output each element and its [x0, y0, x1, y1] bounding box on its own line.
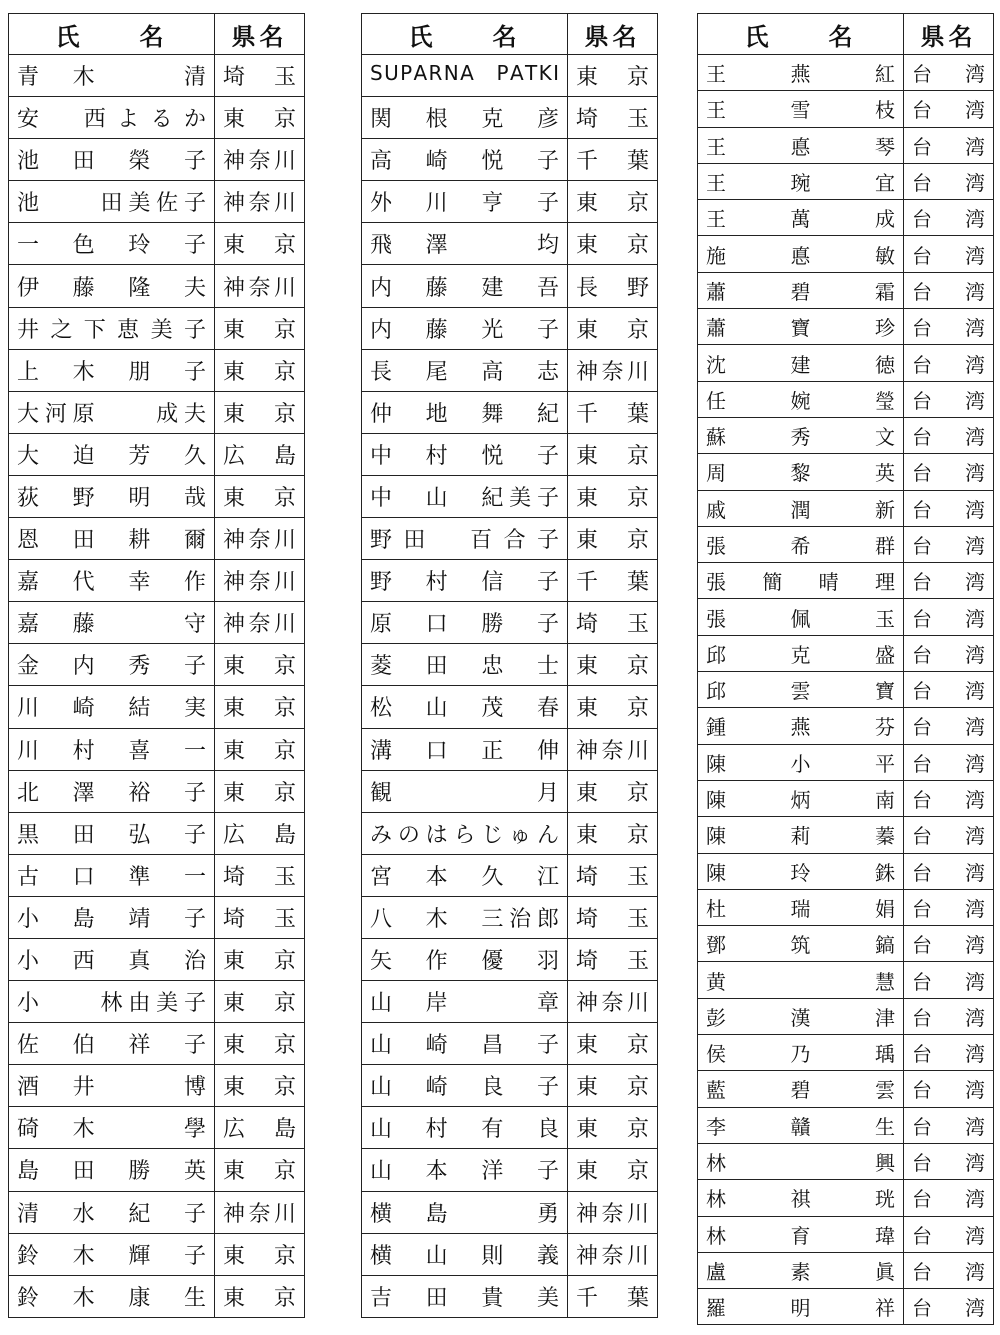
person-name: 菱 田 忠 士	[362, 644, 568, 686]
prefecture: 東 京	[215, 475, 305, 517]
prefecture: 神 奈 川	[215, 265, 305, 307]
table-row	[9, 223, 305, 265]
person-name: 矢 作 優 羽	[362, 938, 568, 980]
table-row	[9, 1065, 305, 1107]
person-name: 張 佩 玉	[698, 599, 904, 635]
table-row	[698, 889, 994, 925]
prefecture: 東 京	[215, 770, 305, 812]
person-name: 羅 明 祥	[698, 1289, 904, 1325]
person-name: 大 迫 芳 久	[9, 433, 215, 475]
prefecture: 東 京	[568, 518, 658, 560]
table-row	[362, 97, 658, 139]
person-name: 池 田 美 佐 子	[9, 181, 215, 223]
prefecture: 千 葉	[568, 1275, 658, 1317]
table-row	[698, 91, 994, 127]
table-row	[698, 526, 994, 562]
person-name: 原 口 勝 子	[362, 602, 568, 644]
person-name: 山 村 有 良	[362, 1107, 568, 1149]
prefecture: 東 京	[568, 181, 658, 223]
table-row	[362, 1233, 658, 1275]
prefecture: 台 湾	[904, 1107, 994, 1143]
person-name: 陳 小 平	[698, 744, 904, 780]
person-name: 邱 克 盛	[698, 635, 904, 671]
person-name: 小 島 靖 子	[9, 896, 215, 938]
table-row	[698, 309, 994, 345]
prefecture: 神 奈 川	[215, 139, 305, 181]
table-row	[9, 560, 305, 602]
header-row	[698, 14, 994, 55]
table-row	[362, 938, 658, 980]
prefecture: 台 湾	[904, 1035, 994, 1071]
table-row	[9, 602, 305, 644]
person-name: 蘇 秀 文	[698, 417, 904, 453]
prefecture: 台 湾	[904, 1180, 994, 1216]
person-name: 蕭 寶 珍	[698, 309, 904, 345]
person-name: 山 崎 良 子	[362, 1065, 568, 1107]
prefecture: 東 京	[568, 1149, 658, 1191]
prefecture: 長 野	[568, 265, 658, 307]
table-row	[698, 563, 994, 599]
person-name: 嘉 藤 守	[9, 602, 215, 644]
table-row	[698, 1143, 994, 1179]
person-name: 小 林 由 美 子	[9, 981, 215, 1023]
table-row	[362, 349, 658, 391]
prefecture: 埼 玉	[215, 55, 305, 97]
prefecture: 東 京	[215, 391, 305, 433]
person-name: 周 黎 英	[698, 454, 904, 490]
name-header: 氏 名	[698, 14, 904, 55]
table-row	[698, 853, 994, 889]
person-name: 王 萬 成	[698, 200, 904, 236]
person-name: 上 木 朋 子	[9, 349, 215, 391]
prefecture: 東 京	[568, 1065, 658, 1107]
prefecture: 台 湾	[904, 236, 994, 272]
person-name: 仲 地 舞 紀	[362, 391, 568, 433]
table-row	[698, 490, 994, 526]
prefecture: 東 京	[215, 1275, 305, 1317]
prefecture: 台 湾	[904, 272, 994, 308]
table-row	[9, 1275, 305, 1317]
person-name: 盧 素 眞	[698, 1252, 904, 1288]
table-row	[698, 817, 994, 853]
prefecture: 埼 玉	[568, 602, 658, 644]
prefecture: 神 奈 川	[568, 1191, 658, 1233]
prefecture: 台 湾	[904, 998, 994, 1034]
table-row	[698, 1289, 994, 1325]
prefecture: 台 湾	[904, 163, 994, 199]
prefecture: 千 葉	[568, 139, 658, 181]
roster-table-3	[697, 13, 994, 1325]
header-row	[362, 14, 658, 55]
prefecture: 台 湾	[904, 1071, 994, 1107]
prefecture: 台 湾	[904, 1216, 994, 1252]
table-row	[698, 127, 994, 163]
person-name: 吉 田 貴 美	[362, 1275, 568, 1317]
prefecture: 台 湾	[904, 780, 994, 816]
prefecture: 台 湾	[904, 454, 994, 490]
prefecture: 神 奈 川	[215, 518, 305, 560]
person-name: 島 田 勝 英	[9, 1149, 215, 1191]
person-name: 陳 玲 銖	[698, 853, 904, 889]
table-row	[362, 602, 658, 644]
prefecture: 東 京	[215, 686, 305, 728]
person-name: 恩 田 耕 爾	[9, 518, 215, 560]
person-name: 中 村 悦 子	[362, 433, 568, 475]
person-name: S U P A R N A P A T K I	[362, 55, 568, 97]
prefecture: 台 湾	[904, 526, 994, 562]
prefecture: 台 湾	[904, 417, 994, 453]
table-row	[362, 896, 658, 938]
person-name: 鄧 筑 鎬	[698, 926, 904, 962]
person-name: 邱 雲 寶	[698, 672, 904, 708]
person-name: 李 贛 生	[698, 1107, 904, 1143]
table-row	[9, 433, 305, 475]
person-name: 山 崎 昌 子	[362, 1023, 568, 1065]
person-name: 小 西 真 治	[9, 938, 215, 980]
person-name: 北 澤 裕 子	[9, 770, 215, 812]
table-row	[9, 518, 305, 560]
prefecture: 東 京	[215, 1065, 305, 1107]
table-row	[362, 1065, 658, 1107]
table-row	[9, 1233, 305, 1275]
table-row	[9, 644, 305, 686]
prefecture: 東 京	[215, 1233, 305, 1275]
table-row	[362, 560, 658, 602]
person-name: 内 藤 光 子	[362, 307, 568, 349]
person-name: 山 岸 章	[362, 981, 568, 1023]
table-row	[362, 307, 658, 349]
prefecture: 東 京	[215, 728, 305, 770]
prefecture: 東 京	[568, 812, 658, 854]
prefecture: 東 京	[568, 644, 658, 686]
prefecture: 東 京	[568, 1107, 658, 1149]
prefecture: 千 葉	[568, 560, 658, 602]
person-name: み の は ら じ ゅ ん	[362, 812, 568, 854]
prefecture: 広 島	[215, 1107, 305, 1149]
table-row	[362, 1023, 658, 1065]
person-name: 山 本 洋 子	[362, 1149, 568, 1191]
person-name: 林 育 瑋	[698, 1216, 904, 1252]
prefecture: 神 奈 川	[568, 728, 658, 770]
table-row	[362, 139, 658, 181]
person-name: 陳 炳 南	[698, 780, 904, 816]
table-row	[9, 686, 305, 728]
prefecture: 台 湾	[904, 708, 994, 744]
person-name: 王 燕 紅	[698, 55, 904, 91]
prefecture: 東 京	[215, 981, 305, 1023]
table-row	[698, 163, 994, 199]
person-name: 大 河 原 成 夫	[9, 391, 215, 433]
person-name: 横 山 則 義	[362, 1233, 568, 1275]
table-row	[362, 475, 658, 517]
prefecture: 神 奈 川	[568, 981, 658, 1023]
person-name: 佐 伯 祥 子	[9, 1023, 215, 1065]
person-name: 碕 木 學	[9, 1107, 215, 1149]
person-name: 井 之 下 恵 美 子	[9, 307, 215, 349]
person-name: 長 尾 高 志	[362, 349, 568, 391]
name-header: 氏 名	[9, 14, 215, 55]
prefecture: 台 湾	[904, 91, 994, 127]
prefecture: 埼 玉	[215, 854, 305, 896]
table-row	[362, 518, 658, 560]
person-name: 酒 井 博	[9, 1065, 215, 1107]
person-name: 外 川 亨 子	[362, 181, 568, 223]
prefecture: 神 奈 川	[568, 349, 658, 391]
table-row	[698, 236, 994, 272]
person-name: 鈴 木 輝 子	[9, 1233, 215, 1275]
table-row	[698, 272, 994, 308]
table-row	[9, 139, 305, 181]
table-row	[362, 981, 658, 1023]
table-row	[9, 1149, 305, 1191]
table-row	[698, 672, 994, 708]
person-name: 戚 潤 新	[698, 490, 904, 526]
person-name: 内 藤 建 吾	[362, 265, 568, 307]
table-row	[362, 644, 658, 686]
prefecture: 台 湾	[904, 744, 994, 780]
roster-table-2	[361, 13, 658, 1318]
prefecture: 神 奈 川	[215, 602, 305, 644]
prefecture-header: 県名	[568, 14, 658, 55]
roster-table-1	[8, 13, 305, 1318]
prefecture: 神 奈 川	[215, 1191, 305, 1233]
prefecture: 台 湾	[904, 490, 994, 526]
person-name: 清 水 紀 子	[9, 1191, 215, 1233]
table-row	[9, 349, 305, 391]
table-row	[362, 433, 658, 475]
person-name: 松 山 茂 春	[362, 686, 568, 728]
table-row	[698, 1180, 994, 1216]
table-row	[698, 599, 994, 635]
person-name: 中 山 紀 美 子	[362, 475, 568, 517]
prefecture: 東 京	[568, 1023, 658, 1065]
person-name: 高 崎 悦 子	[362, 139, 568, 181]
person-name: 川 崎 結 実	[9, 686, 215, 728]
prefecture: 台 湾	[904, 55, 994, 91]
prefecture: 台 湾	[904, 127, 994, 163]
person-name: 王 雪 枝	[698, 91, 904, 127]
prefecture: 台 湾	[904, 635, 994, 671]
person-name: 沈 建 徳	[698, 345, 904, 381]
person-name: 観 月	[362, 770, 568, 812]
table-row	[9, 938, 305, 980]
prefecture: 東 京	[568, 307, 658, 349]
person-name: 安 西 よ る か	[9, 97, 215, 139]
table-row	[362, 181, 658, 223]
table-row	[9, 728, 305, 770]
prefecture: 埼 玉	[568, 97, 658, 139]
person-name: 藍 碧 雲	[698, 1071, 904, 1107]
table-row	[362, 812, 658, 854]
prefecture: 台 湾	[904, 381, 994, 417]
person-name: 青 木 清	[9, 55, 215, 97]
prefecture: 広 島	[215, 433, 305, 475]
table-row	[698, 454, 994, 490]
table-row	[9, 1023, 305, 1065]
table-row	[362, 223, 658, 265]
table-row	[698, 1035, 994, 1071]
prefecture: 東 京	[568, 223, 658, 265]
table-row	[698, 1252, 994, 1288]
person-name: 横 島 勇	[362, 1191, 568, 1233]
person-name: 侯 乃 瑀	[698, 1035, 904, 1071]
table-row	[362, 1149, 658, 1191]
table-row	[698, 708, 994, 744]
prefecture-header: 県名	[215, 14, 305, 55]
table-row	[9, 55, 305, 97]
prefecture: 台 湾	[904, 309, 994, 345]
table-row	[698, 417, 994, 453]
table-row	[698, 998, 994, 1034]
table-row	[698, 926, 994, 962]
person-name: 王 琬 宜	[698, 163, 904, 199]
prefecture: 東 京	[568, 55, 658, 97]
prefecture: 東 京	[568, 475, 658, 517]
person-name: 黄 慧	[698, 962, 904, 998]
prefecture: 東 京	[215, 97, 305, 139]
table-row	[362, 391, 658, 433]
person-name: 林 祺 珖	[698, 1180, 904, 1216]
table-row	[698, 1071, 994, 1107]
table-row	[362, 854, 658, 896]
table-row	[698, 55, 994, 91]
prefecture: 東 京	[215, 1023, 305, 1065]
person-name: 溝 口 正 伸	[362, 728, 568, 770]
table-row	[9, 896, 305, 938]
table-row	[9, 770, 305, 812]
table-row	[9, 181, 305, 223]
table-row	[9, 391, 305, 433]
person-name: 伊 藤 隆 夫	[9, 265, 215, 307]
table-row	[9, 1107, 305, 1149]
prefecture: 台 湾	[904, 563, 994, 599]
person-name: 張 希 群	[698, 526, 904, 562]
person-name: 蕭 碧 霜	[698, 272, 904, 308]
prefecture: 台 湾	[904, 962, 994, 998]
prefecture: 台 湾	[904, 853, 994, 889]
table-row	[9, 812, 305, 854]
prefecture: 東 京	[215, 1149, 305, 1191]
person-name: 嘉 代 幸 作	[9, 560, 215, 602]
table-row	[9, 307, 305, 349]
person-name: 鍾 燕 芬	[698, 708, 904, 744]
table-row	[362, 1107, 658, 1149]
table-row	[362, 728, 658, 770]
table-row	[362, 770, 658, 812]
prefecture: 東 京	[215, 938, 305, 980]
prefecture: 埼 玉	[568, 854, 658, 896]
prefecture: 台 湾	[904, 1289, 994, 1325]
prefecture: 千 葉	[568, 391, 658, 433]
table-row	[698, 381, 994, 417]
person-name: 川 村 喜 一	[9, 728, 215, 770]
table-row	[698, 1107, 994, 1143]
table-row	[698, 200, 994, 236]
prefecture: 東 京	[215, 644, 305, 686]
table-row	[362, 1191, 658, 1233]
table-row	[9, 981, 305, 1023]
prefecture: 台 湾	[904, 889, 994, 925]
prefecture: 台 湾	[904, 1252, 994, 1288]
table-row	[362, 686, 658, 728]
person-name: 陳 莉 蓁	[698, 817, 904, 853]
prefecture-header: 県名	[904, 14, 994, 55]
prefecture: 東 京	[215, 223, 305, 265]
prefecture: 埼 玉	[568, 938, 658, 980]
prefecture: 東 京	[568, 770, 658, 812]
prefecture: 東 京	[568, 433, 658, 475]
table-row	[362, 55, 658, 97]
header-row	[9, 14, 305, 55]
person-name: 彭 漢 津	[698, 998, 904, 1034]
person-name: 荻 野 明 哉	[9, 475, 215, 517]
name-header: 氏 名	[362, 14, 568, 55]
person-name: 張 簡 晴 理	[698, 563, 904, 599]
prefecture: 東 京	[568, 686, 658, 728]
person-name: 王 悳 琴	[698, 127, 904, 163]
prefecture: 神 奈 川	[215, 181, 305, 223]
person-name: 鈴 木 康 生	[9, 1275, 215, 1317]
person-name: 関 根 克 彦	[362, 97, 568, 139]
prefecture: 埼 玉	[568, 896, 658, 938]
table-row	[9, 854, 305, 896]
person-name: 野 田 百 合 子	[362, 518, 568, 560]
person-name: 金 内 秀 子	[9, 644, 215, 686]
table-row	[362, 265, 658, 307]
prefecture: 東 京	[215, 349, 305, 391]
prefecture: 台 湾	[904, 200, 994, 236]
table-row	[9, 475, 305, 517]
prefecture: 台 湾	[904, 817, 994, 853]
person-name: 施 悳 敏	[698, 236, 904, 272]
prefecture: 広 島	[215, 812, 305, 854]
table-row	[9, 97, 305, 139]
person-name: 池 田 榮 子	[9, 139, 215, 181]
prefecture: 神 奈 川	[215, 560, 305, 602]
prefecture: 神 奈 川	[568, 1233, 658, 1275]
person-name: 林 興	[698, 1143, 904, 1179]
table-row	[698, 744, 994, 780]
person-name: 八 木 三 治 郎	[362, 896, 568, 938]
person-name: 野 村 信 子	[362, 560, 568, 602]
table-row	[698, 1216, 994, 1252]
person-name: 古 口 準 一	[9, 854, 215, 896]
table-row	[362, 1275, 658, 1317]
table-row	[698, 780, 994, 816]
table-row	[698, 345, 994, 381]
table-row	[698, 962, 994, 998]
person-name: 宮 本 久 江	[362, 854, 568, 896]
person-name: 黒 田 弘 子	[9, 812, 215, 854]
table-row	[9, 1191, 305, 1233]
person-name: 一 色 玲 子	[9, 223, 215, 265]
person-name: 任 婉 瑩	[698, 381, 904, 417]
prefecture: 台 湾	[904, 345, 994, 381]
prefecture: 東 京	[215, 307, 305, 349]
prefecture: 台 湾	[904, 1143, 994, 1179]
table-row	[9, 265, 305, 307]
prefecture: 台 湾	[904, 926, 994, 962]
prefecture: 台 湾	[904, 672, 994, 708]
person-name: 飛 澤 均	[362, 223, 568, 265]
person-name: 杜 瑞 娟	[698, 889, 904, 925]
table-row	[698, 635, 994, 671]
prefecture: 台 湾	[904, 599, 994, 635]
prefecture: 埼 玉	[215, 896, 305, 938]
